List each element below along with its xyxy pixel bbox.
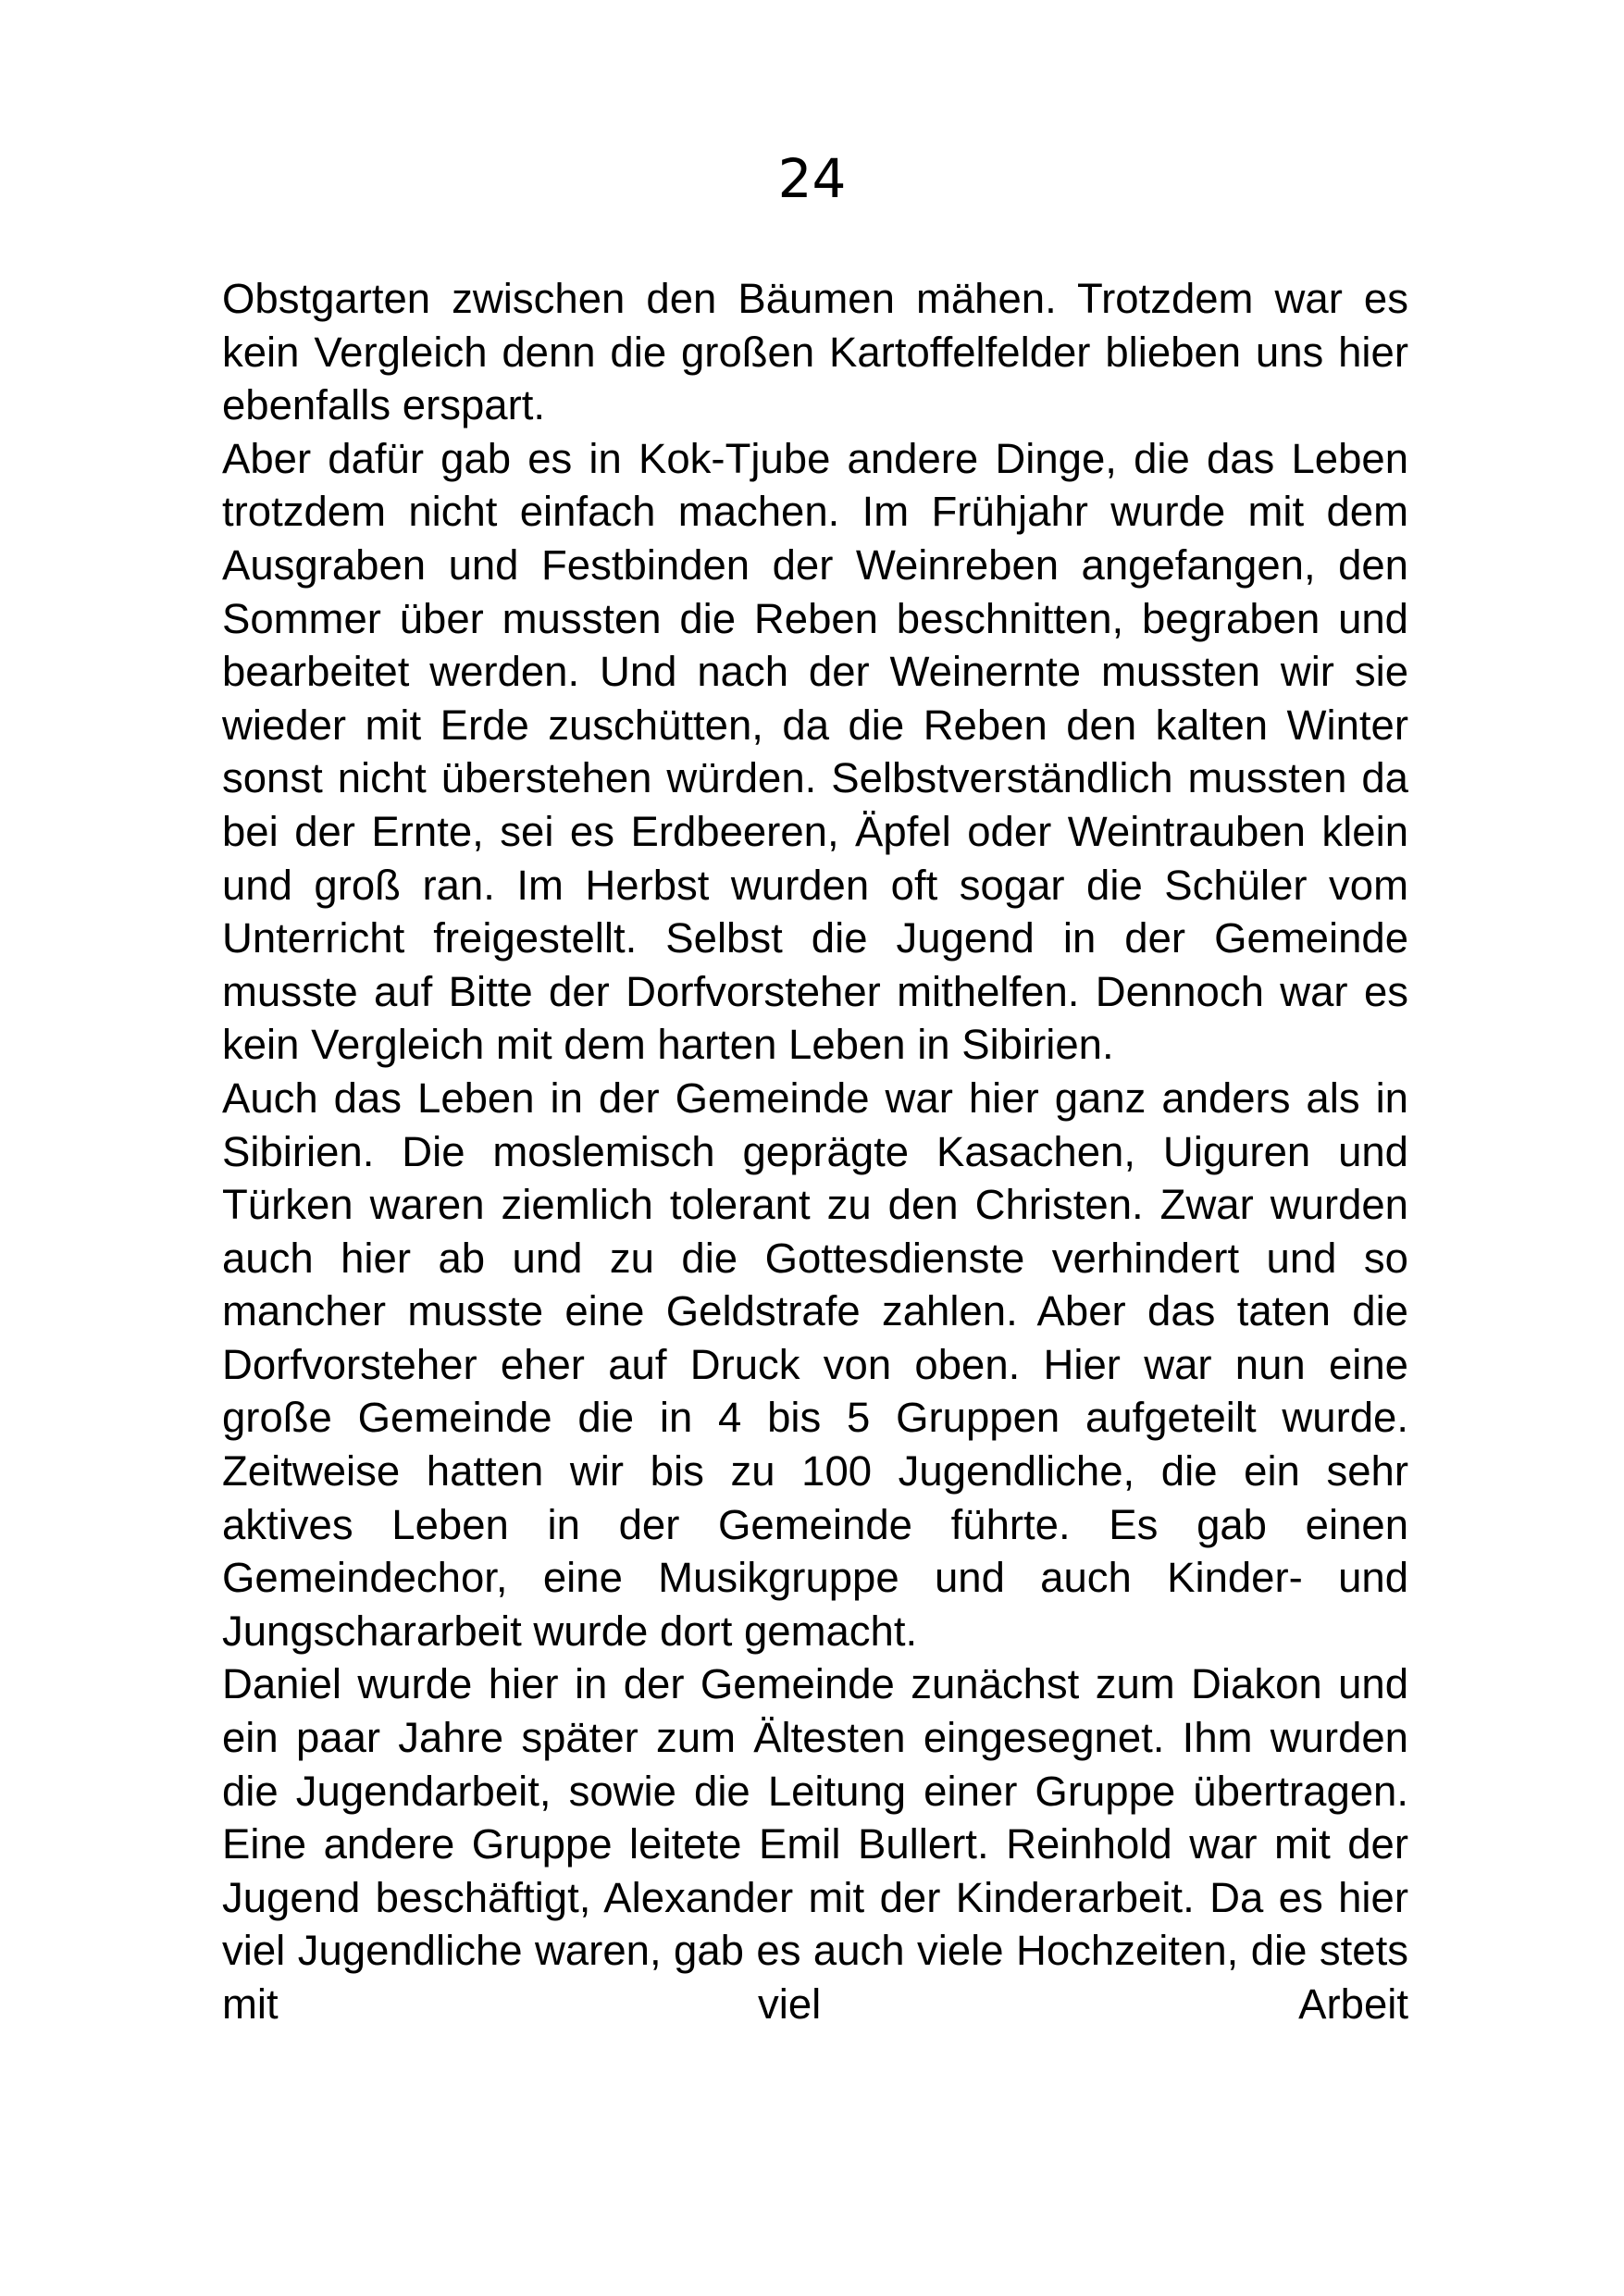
paragraph-2: Aber dafür gab es in Kok-Tjube andere Dinge, die das Leben trotzdem nicht einfach machen. Im Frühjahr wurde mit dem Ausgraben und Festbinden der Weinreben angefangen, den Sommer über mussten die Reben beschnitten, begraben und bearbeitet werden. Und nach der Weinernte mussten wir sie wieder mit Erde zuschütten, da die Reben den kalten Winter sonst nicht überstehen würden. Selbstverständlich mussten da bei der Ernte, sei es Erdbeeren, Äpfel oder Weintrauben klein und groß ran. Im Herbst wurden oft sogar die Schüler vom Unterricht freigestellt. Selbst die Jugend in der Gemeinde musste auf Bitte der Dorfvorsteher mithelfen. Dennoch war es kein Vergleich mit dem harten Leben in Sibirien.	[222, 434, 1408, 1069]
paragraph-1: Obstgarten zwischen den Bäumen mähen. Trotzdem war es kein Vergleich denn die großen Kartoffelfelder blieben uns hier ebenfalls erspart.	[222, 275, 1408, 429]
body-text	[222, 272, 1408, 2031]
page-number: 24	[777, 147, 847, 210]
paragraph-4: Daniel wurde hier in der Gemeinde zunächst zum Diakon und ein paar Jahre später zum Ältesten eingesegnet. Ihm wurden die Jugendarbeit, sowie die Leitung einer Gruppe übertragen. Eine andere Gruppe leitete Emil Bullert. Reinhold war mit der Jugend beschäftigt, Alexander mit der Kinderarbeit. Da es hier viel Jugendliche waren, gab es auch viele Hochzeiten, die stets mit viel Arbeit	[222, 1660, 1408, 2028]
paragraph-3: Auch das Leben in der Gemeinde war hier ganz anders als in Sibirien. Die moslemisch geprägte Kasachen, Uiguren und Türken waren ziemlich tolerant zu den Christen. Zwar wurden auch hier ab und zu die Gottesdienste verhindert und so mancher musste eine Geldstrafe zahlen. Aber das taten die Dorfvorsteher eher auf Druck von oben. Hier war nun eine große Gemeinde die in 4 bis 5 Gruppen aufgeteilt wurde. Zeitweise hatten wir bis zu 100 Jugendliche, die ein sehr aktives Leben in der Gemeinde führte. Es gab einen Gemeindechor, eine Musikgruppe und auch Kinder- und Jungschararbeit wurde dort gemacht.	[222, 1074, 1408, 1655]
